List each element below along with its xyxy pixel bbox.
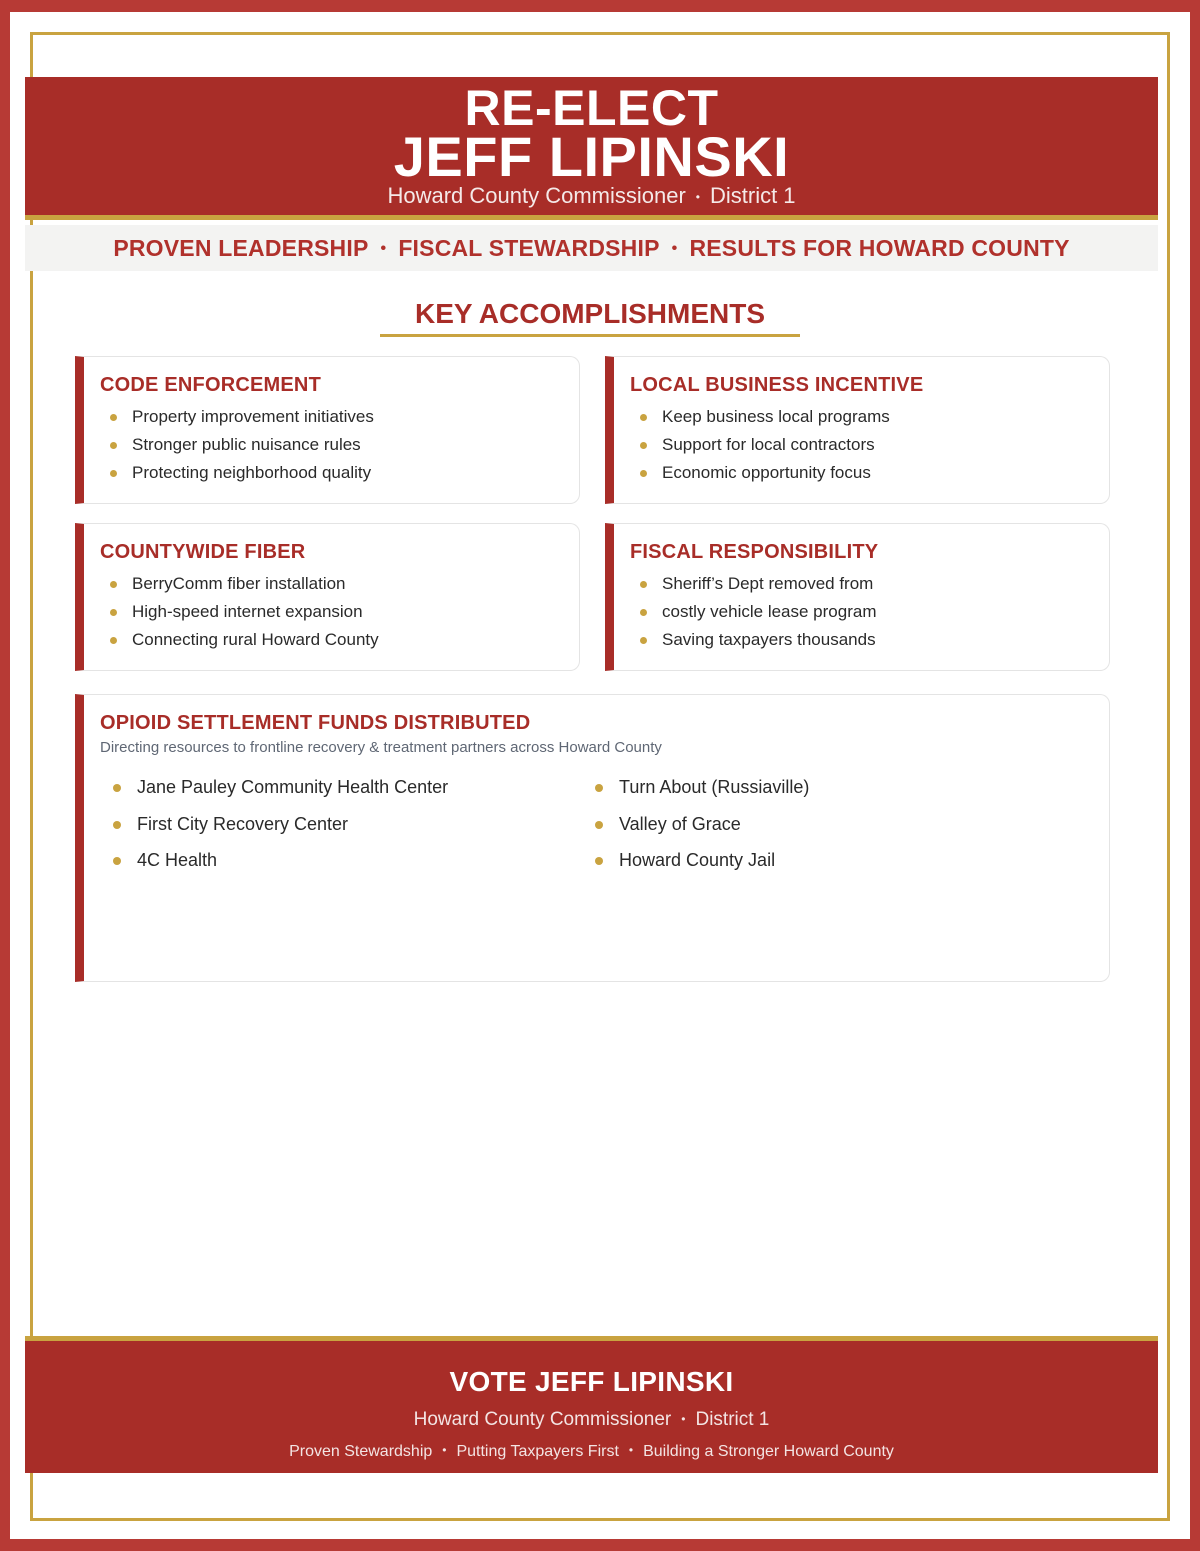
bullet-icon <box>110 609 117 616</box>
card-list <box>634 403 890 487</box>
card-list <box>104 570 379 654</box>
footer-motto <box>25 1443 1158 1461</box>
tagline-band <box>25 225 1158 271</box>
list-item-text: 4C Health <box>137 850 218 870</box>
bullet-icon <box>595 857 603 865</box>
list-item-text: Valley of Grace <box>619 813 741 834</box>
list-item <box>634 431 890 459</box>
list-item-text: Property improvement initiatives <box>132 407 374 426</box>
list-item-text: Saving taxpayers thousands <box>662 630 876 649</box>
motto-item: Building a Stronger Howard County <box>643 1443 894 1460</box>
footer-district: District 1 <box>695 1409 770 1430</box>
list-item <box>104 570 379 598</box>
list-item <box>591 806 809 843</box>
footer-office: Howard County Commissioner <box>413 1409 672 1430</box>
footer-vote: VOTE JEFF LIPINSKI <box>449 1366 734 1397</box>
motto-item: Proven Stewardship <box>289 1443 433 1460</box>
list-item-text: Howard County Jail <box>619 850 776 870</box>
list-item-text: BerryComm fiber installation <box>132 574 346 593</box>
card-fiscal-responsibility <box>605 523 1110 671</box>
list-item <box>634 403 890 431</box>
list-item <box>104 403 374 431</box>
recipient-list-right <box>591 769 809 879</box>
separator-dot: • <box>628 1443 634 1457</box>
list-item-text: First City Recovery Center <box>137 813 349 834</box>
bullet-icon <box>113 821 121 829</box>
bullet-icon <box>595 784 603 792</box>
candidate-name: JEFF LIPINSKI <box>393 125 790 188</box>
bullet-icon <box>640 470 647 477</box>
list-item-text: Stronger public nuisance rules <box>132 435 361 454</box>
separator-dot: • <box>671 240 678 257</box>
card-local-business-incentive <box>605 356 1110 504</box>
list-item <box>634 626 876 654</box>
card-title: FISCAL RESPONSIBILITY <box>630 541 879 563</box>
list-item <box>109 842 448 879</box>
header-banner <box>25 77 1158 220</box>
list-item-text: Sheriff’s Dept removed from <box>662 574 874 593</box>
bullet-icon <box>113 857 121 865</box>
list-item <box>109 806 448 843</box>
card-subtitle: Directing resources to frontline recovery & treatment partners across Howard County <box>100 739 662 756</box>
separator-dot: • <box>695 190 700 204</box>
bullet-icon <box>640 442 647 449</box>
bullet-icon <box>110 581 117 588</box>
card-code-enforcement <box>75 356 580 504</box>
list-item-text: High-speed internet expansion <box>132 602 363 621</box>
bullet-icon <box>110 470 117 477</box>
list-item <box>634 598 876 626</box>
bullet-icon <box>113 784 121 792</box>
bullet-icon <box>640 581 647 588</box>
header-office-line <box>25 183 1158 212</box>
list-item <box>634 570 876 598</box>
list-item <box>109 769 448 806</box>
separator-dot: • <box>380 240 387 257</box>
list-item-text: Jane Pauley Community Health Center <box>137 777 449 797</box>
list-item <box>104 459 374 487</box>
card-opioid-settlement <box>75 694 1110 982</box>
bullet-icon <box>110 442 117 449</box>
list-item-text: Turn About (Russiaville) <box>619 777 810 797</box>
list-item <box>104 626 379 654</box>
header-district: District 1 <box>709 183 796 208</box>
recipient-list-left <box>109 769 448 879</box>
tagline-item: FISCAL STEWARDSHIP <box>398 235 660 261</box>
card-title: CODE ENFORCEMENT <box>100 374 321 396</box>
card-list <box>634 570 876 654</box>
header-office: Howard County Commissioner <box>387 183 686 208</box>
bullet-icon <box>110 637 117 644</box>
list-item-text: Connecting rural Howard County <box>132 630 379 649</box>
list-item-text: Protecting neighborhood quality <box>132 463 372 482</box>
bullet-icon <box>640 414 647 421</box>
list-item-text: Keep business local programs <box>662 407 890 426</box>
list-item <box>591 842 809 879</box>
list-item <box>104 598 379 626</box>
separator-dot: • <box>442 1443 447 1457</box>
card-title: COUNTYWIDE FIBER <box>100 541 306 563</box>
card-title: OPIOID SETTLEMENT FUNDS DISTRIBUTED <box>100 712 531 734</box>
separator-dot: • <box>681 1412 686 1426</box>
tagline-item: PROVEN LEADERSHIP <box>113 235 369 261</box>
footer-office-line <box>25 1409 1158 1431</box>
footer-banner <box>25 1336 1158 1473</box>
list-item <box>104 431 374 459</box>
bullet-icon <box>640 609 647 616</box>
list-item-text: Economic opportunity focus <box>662 463 871 482</box>
motto-item: Putting Taxpayers First <box>456 1443 619 1460</box>
card-list <box>104 403 374 487</box>
bullet-icon <box>595 821 603 829</box>
bullet-icon <box>640 637 647 644</box>
card-countywide-fiber <box>75 523 580 671</box>
section-title: KEY ACCOMPLISHMENTS <box>380 297 800 337</box>
card-title: LOCAL BUSINESS INCENTIVE <box>630 374 924 396</box>
tagline-item: RESULTS FOR HOWARD COUNTY <box>689 235 1070 261</box>
header-re-elect: RE-ELECT <box>464 80 719 136</box>
list-item <box>591 769 809 806</box>
bullet-icon <box>110 414 117 421</box>
list-item-text: costly vehicle lease program <box>662 602 877 621</box>
list-item <box>634 459 890 487</box>
list-item-text: Support for local contractors <box>662 435 875 454</box>
